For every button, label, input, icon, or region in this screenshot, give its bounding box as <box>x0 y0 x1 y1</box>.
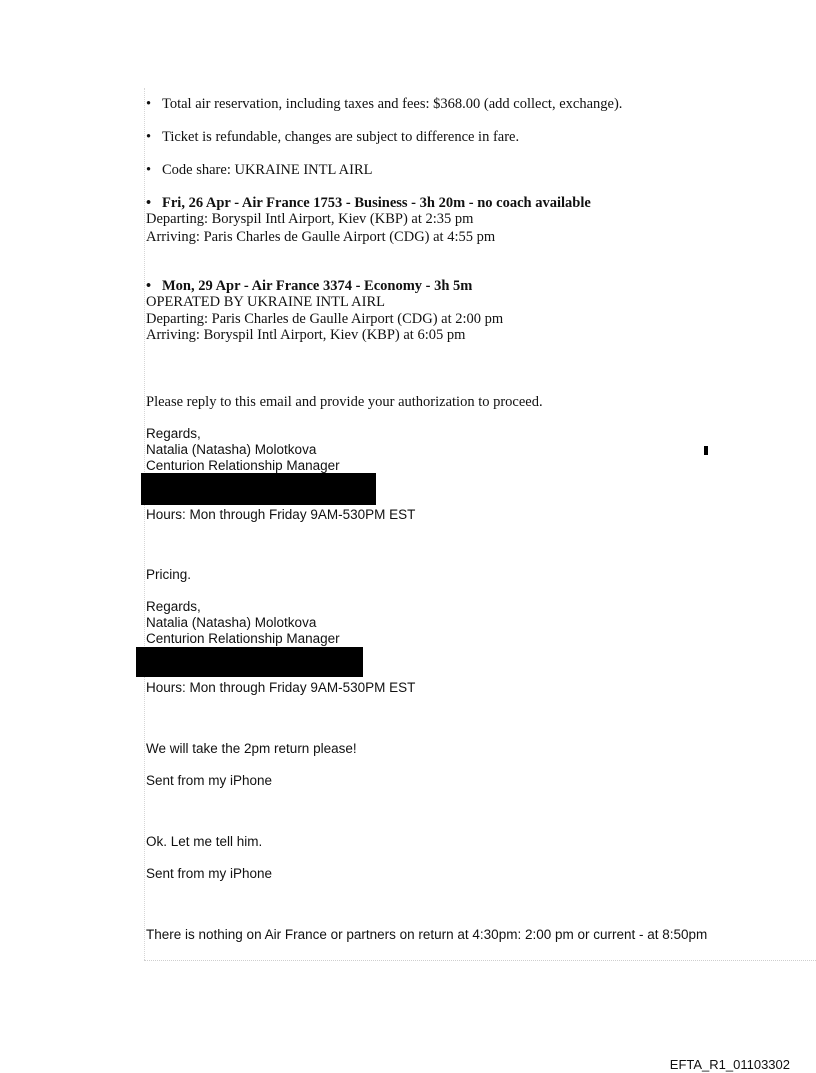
stray-mark <box>704 446 708 455</box>
flight2-departing: Departing: Paris Charles de Gaulle Airport (CDG) at 2:00 pm <box>146 311 504 327</box>
signature1-title: Centurion Relationship Manager <box>146 458 340 473</box>
quote-left-border <box>144 88 145 960</box>
flight2-header: • Mon, 29 Apr - Air France 3374 - Economy - 3h 5m <box>146 278 473 294</box>
quote-bottom-border <box>144 960 816 961</box>
bullet-glyph: • <box>146 162 152 178</box>
reply2-sent: Sent from my iPhone <box>146 866 273 881</box>
code-share-item: • Code share: UKRAINE INTL AIRL <box>146 162 373 178</box>
reservation-total-item: • Total air reservation, including taxes and fees: $368.00 (add collect, exchange). <box>146 96 623 112</box>
signature2-name: Natalia (Natasha) Molotkova <box>146 615 317 630</box>
pricing-message: Pricing. <box>146 567 192 582</box>
authorization-request: Please reply to this email and provide your authorization to proceed. <box>146 394 543 410</box>
bullet-glyph: • <box>146 278 152 294</box>
signature1-hours: Hours: Mon through Friday 9AM-530PM EST <box>146 507 416 522</box>
signature2-regards: Regards, <box>146 599 201 614</box>
signature2-hours: Hours: Mon through Friday 9AM-530PM EST <box>146 680 416 695</box>
flight2-operated: OPERATED BY UKRAINE INTL AIRL <box>146 294 385 310</box>
flight1-header: • Fri, 26 Apr - Air France 1753 - Business - 3h 20m - no coach available <box>146 195 591 211</box>
reply1-sent: Sent from my iPhone <box>146 773 273 788</box>
redaction-block <box>136 647 363 677</box>
flight1-departing: Departing: Boryspil Intl Airport, Kiev (KBP) at 2:35 pm <box>146 211 474 227</box>
redaction-block <box>141 473 376 505</box>
bullet-glyph: • <box>146 96 152 112</box>
reply2-body: Ok. Let me tell him. <box>146 834 263 849</box>
signature1-regards: Regards, <box>146 426 201 441</box>
signature2-title: Centurion Relationship Manager <box>146 631 340 646</box>
flight1-arriving: Arriving: Paris Charles de Gaulle Airport (CDG) at 4:55 pm <box>146 229 496 245</box>
refundable-item: • Ticket is refundable, changes are subject to difference in fare. <box>146 129 520 145</box>
document-id: EFTA_R1_01103302 <box>669 1057 790 1072</box>
bullet-glyph: • <box>146 195 152 211</box>
signature1-name: Natalia (Natasha) Molotkova <box>146 442 317 457</box>
flight2-arriving: Arriving: Boryspil Intl Airport, Kiev (KBP) at 6:05 pm <box>146 327 466 343</box>
reply3-body: There is nothing on Air France or partners on return at 4:30pm: 2:00 pm or current - at 8:50pm <box>146 927 708 942</box>
reply1-body: We will take the 2pm return please! <box>146 741 357 756</box>
bullet-glyph: • <box>146 129 152 145</box>
